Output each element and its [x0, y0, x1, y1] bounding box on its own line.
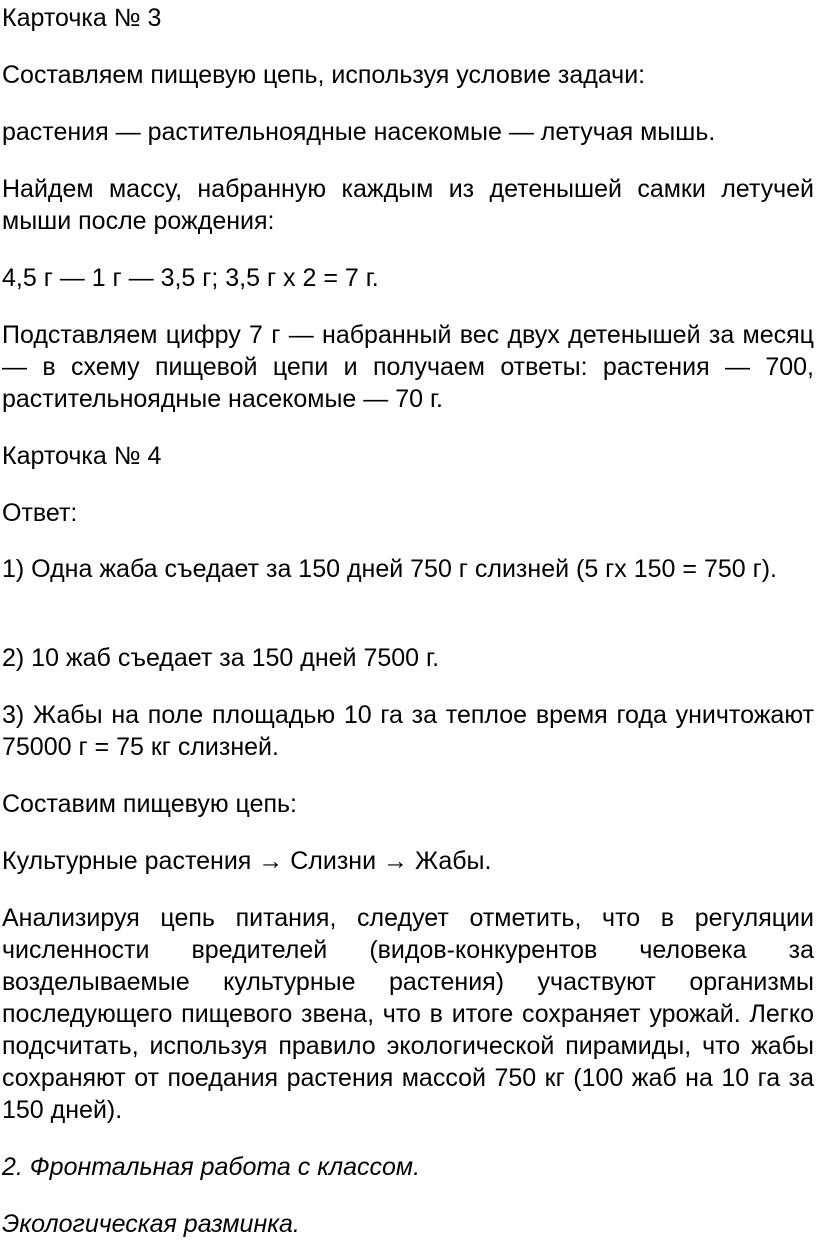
card-4-heading: Карточка № 4 [2, 442, 162, 470]
frontal-work-heading: 2. Фронтальная работа с классом. [2, 1153, 421, 1181]
answer-label: Ответ: [2, 499, 78, 527]
food-chain-intro: Составляем пищевую цепь, используя условие задачи: [2, 61, 646, 89]
mass-question: Найдем массу, набранную каждым из детенышей самки летучей мыши после рождения: [2, 175, 814, 235]
answer-item-1: 1) Одна жаба съедает за 150 дней 750 г слизней (5 гх 150 = 750 г). [2, 555, 777, 583]
eco-warmup-heading: Экологическая разминка. [2, 1210, 300, 1238]
compose-chain-label: Составим пищевую цепь: [2, 790, 297, 818]
mass-calculation: 4,5 г — 1 г — 3,5 г; 3,5 г х 2 = 7 г. [2, 264, 379, 292]
food-chain-toads: Культурные растения → Слизни → Жабы. [2, 847, 492, 875]
analysis-paragraph: Анализируя цепь питания, следует отметить, что в регуляции численности вредителей (видов-конкурентов человека за возделываемые культурные растения) участвуют организмы последующего пищевого звена, что в итоге сохраняет урожай. Легко подсчитать, используя правило экологической пирамиды, что жабы сохраняют от поедания растения массой 750 кг (100 жаб на 10 га за 150 дней). [2, 904, 814, 1124]
food-chain-bat: растения — растительноядные насекомые — летучая мышь. [2, 118, 716, 146]
card-3-heading: Карточка № 3 [2, 4, 162, 32]
answer-item-2: 2) 10 жаб съедает за 150 дней 7500 г. [2, 644, 440, 672]
answer-item-3: 3) Жабы на поле площадью 10 га за теплое время года уничтожают 75000 г = 75 кг слизней. [2, 701, 814, 761]
food-chain-answer: Подставляем цифру 7 г — набранный вес двух детенышей за месяц — в схему пищевой цепи и получаем ответы: растения — 700, растительноядные насекомые — 70 г. [2, 321, 814, 413]
